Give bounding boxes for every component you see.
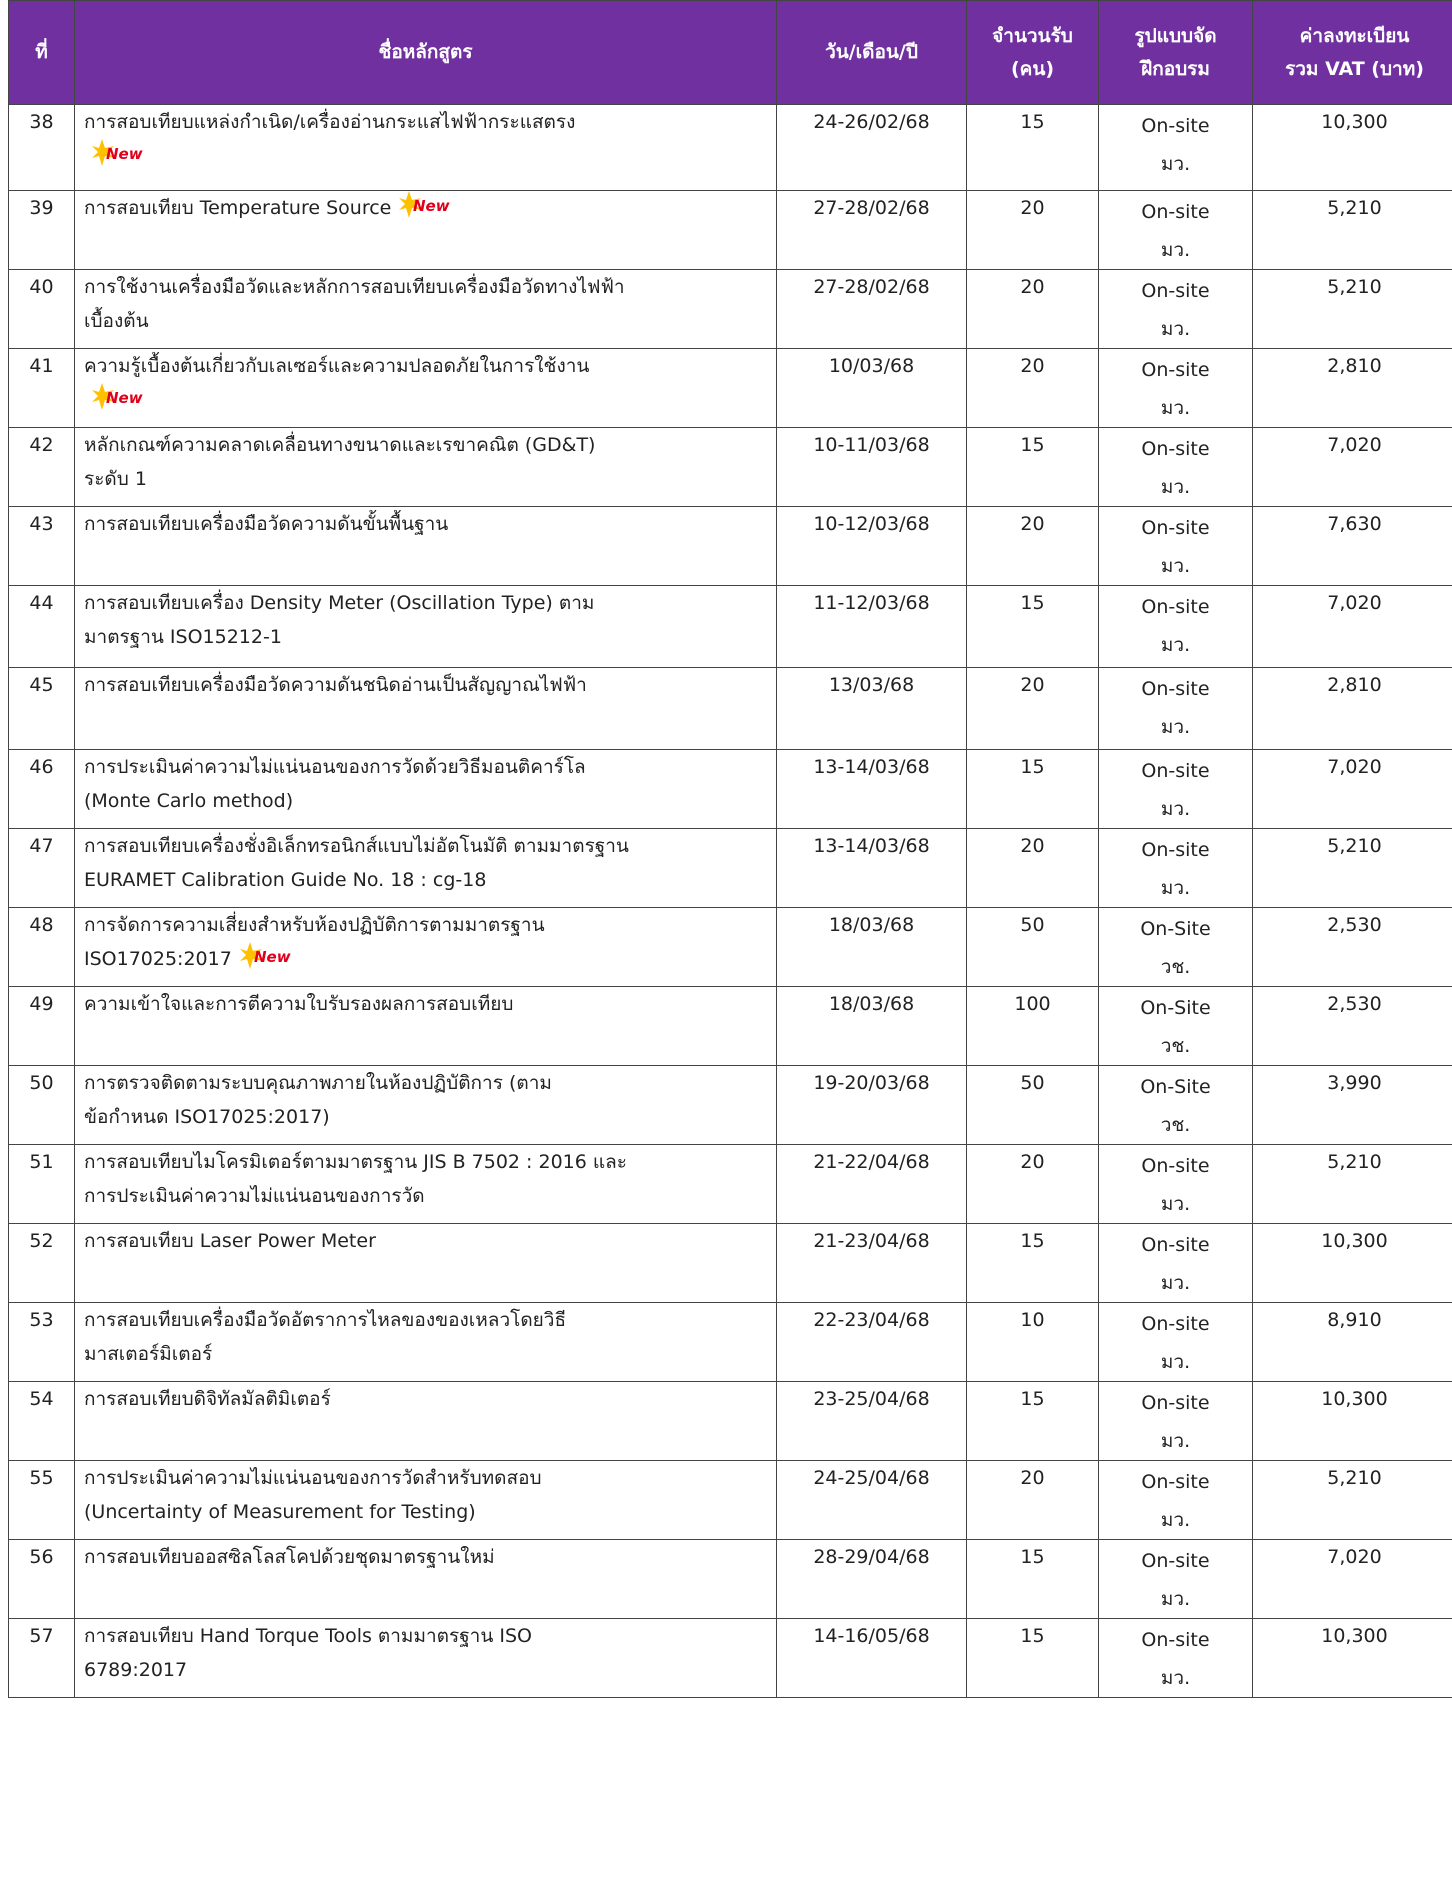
table-row: [9, 987, 1452, 1066]
cell-no: 44: [9, 586, 75, 668]
table-row: [9, 507, 1452, 586]
format-org: มว.: [1160, 1509, 1191, 1531]
cell-date: 18/03/68: [777, 908, 967, 987]
cell-no: 54: [9, 1382, 75, 1461]
cell-capacity: 15: [967, 750, 1099, 829]
cell-course-name: [75, 428, 777, 507]
format-type: On-site: [1141, 1392, 1210, 1414]
format-org: มว.: [1160, 877, 1191, 899]
course-name-line1: การใช้งานเครื่องมือวัดและหลักการสอบเทียบเครื่องมือวัดทางไฟฟ้า: [84, 276, 625, 298]
cell-no: 48: [9, 908, 75, 987]
cell-capacity: 10: [967, 1303, 1099, 1382]
svg-text:New: New: [413, 196, 450, 215]
course-name-line2: 6789:2017: [84, 1659, 188, 1681]
course-name-line1: หลักเกณฑ์ความคลาดเคลื่อนทางขนาดและเรขาคณิต (GD&T): [84, 434, 596, 456]
cell-date: 21-22/04/68: [777, 1145, 967, 1224]
cell-no: 57: [9, 1619, 75, 1698]
format-type: On-site: [1141, 1550, 1210, 1572]
format-type: On-site: [1141, 1234, 1210, 1256]
cell-course-name: [75, 1619, 777, 1698]
cell-capacity: 15: [967, 105, 1099, 191]
cell-fee: 2,810: [1253, 668, 1452, 750]
format-type: On-Site: [1140, 1076, 1211, 1098]
header-fee-line2: รวม VAT (บาท): [1285, 57, 1424, 80]
header-fee: [1253, 1, 1452, 105]
course-name-line2: (Monte Carlo method): [84, 790, 294, 812]
format-type: On-Site: [1140, 997, 1211, 1019]
cell-format: [1099, 987, 1253, 1066]
cell-course-name: [75, 908, 777, 987]
cell-fee: 5,210: [1253, 829, 1452, 908]
table-row: [9, 105, 1452, 191]
cell-date: 10-11/03/68: [777, 428, 967, 507]
cell-course-name: [75, 668, 777, 750]
cell-date: 19-20/03/68: [777, 1066, 967, 1145]
cell-capacity: 20: [967, 507, 1099, 586]
cell-format: [1099, 428, 1253, 507]
cell-no: 39: [9, 191, 75, 270]
header-date: [777, 1, 967, 105]
course-name-line1: การสอบเทียบแหล่งกำเนิด/เครื่องอ่านกระแสไฟฟ้ากระแสตรง: [84, 111, 576, 133]
course-name-line2: การประเมินค่าความไม่แน่นอนของการวัด: [84, 1185, 425, 1207]
course-name-line1: การตรวจติดตามระบบคุณภาพภายในห้องปฏิบัติการ (ตาม: [84, 1072, 552, 1094]
svg-text:New: New: [106, 388, 143, 407]
cell-fee: 10,300: [1253, 1382, 1452, 1461]
cell-date: 13/03/68: [777, 668, 967, 750]
cell-no: 42: [9, 428, 75, 507]
cell-fee: 5,210: [1253, 1145, 1452, 1224]
header-no: [9, 1, 75, 105]
table-row: [9, 1303, 1452, 1382]
cell-fee: 7,020: [1253, 586, 1452, 668]
table-row: [9, 428, 1452, 507]
header-fee-line1: ค่าลงทะเบียน: [1299, 24, 1410, 47]
course-name-line1: ความรู้เบื้องต้นเกี่ยวกับเลเซอร์และความปลอดภัยในการใช้งาน: [84, 355, 590, 377]
cell-capacity: 15: [967, 1619, 1099, 1698]
table-row: [9, 668, 1452, 750]
cell-fee: 10,300: [1253, 1224, 1452, 1303]
format-org: วช.: [1160, 1114, 1191, 1136]
new-badge-icon: [399, 190, 451, 220]
table-row: [9, 586, 1452, 668]
cell-capacity: 100: [967, 987, 1099, 1066]
cell-no: 53: [9, 1303, 75, 1382]
new-badge-icon: [92, 382, 144, 412]
cell-fee: 7,020: [1253, 428, 1452, 507]
cell-format: [1099, 1619, 1253, 1698]
cell-date: 27-28/02/68: [777, 270, 967, 349]
cell-format: [1099, 750, 1253, 829]
course-name-line1: การสอบเทียบ Temperature Source: [84, 197, 392, 219]
cell-format: [1099, 668, 1253, 750]
cell-capacity: 20: [967, 829, 1099, 908]
cell-course-name: [75, 1382, 777, 1461]
cell-course-name: [75, 1303, 777, 1382]
format-type: On-site: [1141, 517, 1210, 539]
header-format: [1099, 1, 1253, 105]
cell-date: 14-16/05/68: [777, 1619, 967, 1698]
course-name-line1: การสอบเทียบเครื่อง Density Meter (Oscillation Type) ตาม: [84, 592, 595, 614]
cell-no: 45: [9, 668, 75, 750]
table-row: [9, 349, 1452, 428]
cell-no: 47: [9, 829, 75, 908]
format-type: On-site: [1141, 596, 1210, 618]
table-row: [9, 191, 1452, 270]
cell-fee: 10,300: [1253, 1619, 1452, 1698]
format-org: มว.: [1160, 798, 1191, 820]
cell-date: 10-12/03/68: [777, 507, 967, 586]
cell-capacity: 20: [967, 1461, 1099, 1540]
header-capacity: [967, 1, 1099, 105]
header-date-label: วัน/เดือน/ปี: [825, 41, 918, 63]
course-name-line1: การสอบเทียบไมโครมิเตอร์ตามมาตรฐาน JIS B 7502 : 2016 และ: [84, 1151, 627, 1173]
course-name-line1: การจัดการความเสี่ยงสำหรับห้องปฏิบัติการตามมาตรฐาน: [84, 914, 545, 936]
table-row: [9, 1619, 1452, 1698]
cell-fee: 2,530: [1253, 987, 1452, 1066]
format-org: มว.: [1160, 239, 1191, 261]
format-type: On-site: [1141, 1155, 1210, 1177]
course-name-line1: การประเมินค่าความไม่แน่นอนของการวัดด้วยวิธีมอนติคาร์โล: [84, 756, 586, 778]
cell-date: 24-26/02/68: [777, 105, 967, 191]
cell-no: 56: [9, 1540, 75, 1619]
course-name-line2: EURAMET Calibration Guide No. 18 : cg-18: [84, 869, 487, 891]
cell-no: 40: [9, 270, 75, 349]
cell-capacity: 50: [967, 1066, 1099, 1145]
format-type: On-site: [1141, 760, 1210, 782]
cell-fee: 3,990: [1253, 1066, 1452, 1145]
format-org: มว.: [1160, 555, 1191, 577]
cell-no: 50: [9, 1066, 75, 1145]
format-org: มว.: [1160, 1193, 1191, 1215]
cell-date: 27-28/02/68: [777, 191, 967, 270]
cell-capacity: 20: [967, 1145, 1099, 1224]
table-row: [9, 1145, 1452, 1224]
cell-no: 41: [9, 349, 75, 428]
cell-fee: 2,810: [1253, 349, 1452, 428]
cell-format: [1099, 270, 1253, 349]
cell-capacity: 15: [967, 1540, 1099, 1619]
cell-course-name: [75, 1224, 777, 1303]
cell-date: 21-23/04/68: [777, 1224, 967, 1303]
format-org: มว.: [1160, 716, 1191, 738]
cell-format: [1099, 586, 1253, 668]
header-course-name: [75, 1, 777, 105]
format-org: มว.: [1160, 1667, 1191, 1689]
cell-course-name: [75, 1145, 777, 1224]
course-name-line1: การสอบเทียบเครื่องมือวัดความดันขั้นพื้นฐาน: [84, 513, 449, 535]
header-capacity-line1: จำนวนรับ: [992, 24, 1073, 47]
cell-course-name: [75, 270, 777, 349]
format-org: มว.: [1160, 1588, 1191, 1610]
cell-capacity: 20: [967, 191, 1099, 270]
course-name-line1: การสอบเทียบ Laser Power Meter: [84, 1230, 376, 1252]
cell-capacity: 20: [967, 349, 1099, 428]
cell-date: 23-25/04/68: [777, 1382, 967, 1461]
cell-course-name: [75, 507, 777, 586]
cell-course-name: [75, 829, 777, 908]
cell-capacity: 15: [967, 428, 1099, 507]
cell-format: [1099, 1540, 1253, 1619]
course-name-line2: มาสเตอร์มิเตอร์: [84, 1343, 213, 1365]
svg-text:New: New: [106, 144, 143, 163]
table-header: [9, 1, 1452, 105]
cell-no: 46: [9, 750, 75, 829]
cell-format: [1099, 1461, 1253, 1540]
table-row: [9, 750, 1452, 829]
cell-fee: 2,530: [1253, 908, 1452, 987]
cell-course-name: [75, 987, 777, 1066]
format-type: On-site: [1141, 1629, 1210, 1651]
cell-fee: 5,210: [1253, 1461, 1452, 1540]
cell-capacity: 15: [967, 1224, 1099, 1303]
format-type: On-site: [1141, 359, 1210, 381]
format-org: มว.: [1160, 634, 1191, 656]
header-no-label: ที่: [35, 41, 48, 63]
cell-format: [1099, 1224, 1253, 1303]
course-name-line2: ระดับ 1: [84, 468, 147, 490]
format-type: On-site: [1141, 1313, 1210, 1335]
cell-format: [1099, 105, 1253, 191]
format-type: On-site: [1141, 280, 1210, 302]
header-name-label: ชื่อหลักสูตร: [378, 41, 473, 63]
course-name-line1: การสอบเทียบเครื่องมือวัดความดันชนิดอ่านเป็นสัญญาณไฟฟ้า: [84, 674, 587, 696]
course-name-line1: ความเข้าใจและการตีความใบรับรองผลการสอบเทียบ: [84, 993, 514, 1015]
cell-capacity: 15: [967, 1382, 1099, 1461]
format-type: On-site: [1141, 115, 1210, 137]
course-name-line2: ข้อกำหนด ISO17025:2017): [84, 1106, 330, 1128]
cell-date: 22-23/04/68: [777, 1303, 967, 1382]
course-name-line1: การสอบเทียบเครื่องชั่งอิเล็กทรอนิกส์แบบไม่อัตโนมัติ ตามมาตรฐาน: [84, 835, 629, 857]
cell-no: 55: [9, 1461, 75, 1540]
format-org: วช.: [1160, 1035, 1191, 1057]
format-org: มว.: [1160, 397, 1191, 419]
cell-course-name: [75, 1066, 777, 1145]
table-row: [9, 1066, 1452, 1145]
cell-capacity: 20: [967, 668, 1099, 750]
cell-format: [1099, 349, 1253, 428]
format-org: มว.: [1160, 1351, 1191, 1373]
header-format-line2: ฝึกอบรม: [1141, 57, 1210, 80]
cell-fee: 7,630: [1253, 507, 1452, 586]
cell-capacity: 50: [967, 908, 1099, 987]
cell-fee: 10,300: [1253, 105, 1452, 191]
format-type: On-site: [1141, 678, 1210, 700]
cell-course-name: [75, 349, 777, 428]
table-row: [9, 829, 1452, 908]
table-row: [9, 1224, 1452, 1303]
table-row: [9, 1461, 1452, 1540]
table-body: [9, 105, 1452, 1698]
cell-date: 11-12/03/68: [777, 586, 967, 668]
cell-format: [1099, 507, 1253, 586]
format-type: On-site: [1141, 201, 1210, 223]
cell-format: [1099, 1382, 1253, 1461]
cell-course-name: [75, 750, 777, 829]
cell-date: 13-14/03/68: [777, 829, 967, 908]
cell-course-name: [75, 105, 777, 191]
cell-course-name: [75, 1461, 777, 1540]
course-name-line2: (Uncertainty of Measurement for Testing): [84, 1501, 476, 1523]
cell-no: 51: [9, 1145, 75, 1224]
new-badge-icon: [92, 138, 144, 168]
cell-no: 38: [9, 105, 75, 191]
format-org: มว.: [1160, 318, 1191, 340]
course-name-line1: การประเมินค่าความไม่แน่นอนของการวัดสำหรับทดสอบ: [84, 1467, 542, 1489]
header-format-line1: รูปแบบจัด: [1134, 24, 1217, 47]
format-org: มว.: [1160, 153, 1191, 175]
cell-no: 49: [9, 987, 75, 1066]
cell-capacity: 20: [967, 270, 1099, 349]
svg-text:New: New: [253, 947, 291, 966]
cell-format: [1099, 1145, 1253, 1224]
format-type: On-site: [1141, 839, 1210, 861]
course-schedule-table: [8, 0, 1452, 1698]
new-badge-icon: [240, 941, 292, 971]
cell-no: 52: [9, 1224, 75, 1303]
course-name-line1: การสอบเทียบออสซิลโลสโคปด้วยชุดมาตรฐานใหม่: [84, 1546, 495, 1568]
cell-fee: 5,210: [1253, 270, 1452, 349]
cell-date: 10/03/68: [777, 349, 967, 428]
table-row: [9, 1540, 1452, 1619]
cell-date: 18/03/68: [777, 987, 967, 1066]
course-name-line2: เบื้องต้น: [84, 310, 149, 332]
course-name-line2: มาตรฐาน ISO15212-1: [84, 626, 282, 648]
cell-fee: 7,020: [1253, 1540, 1452, 1619]
cell-format: [1099, 908, 1253, 987]
table-row: [9, 270, 1452, 349]
cell-capacity: 15: [967, 586, 1099, 668]
format-org: มว.: [1160, 1430, 1191, 1452]
cell-fee: 8,910: [1253, 1303, 1452, 1382]
cell-date: 24-25/04/68: [777, 1461, 967, 1540]
format-type: On-Site: [1140, 918, 1211, 940]
format-type: On-site: [1141, 1471, 1210, 1493]
format-org: มว.: [1160, 476, 1191, 498]
cell-course-name: [75, 586, 777, 668]
cell-date: 13-14/03/68: [777, 750, 967, 829]
header-capacity-line2: (คน): [1010, 57, 1055, 80]
cell-course-name: [75, 1540, 777, 1619]
format-type: On-site: [1141, 438, 1210, 460]
table-row: [9, 908, 1452, 987]
cell-format: [1099, 829, 1253, 908]
format-org: มว.: [1160, 1272, 1191, 1294]
cell-no: 43: [9, 507, 75, 586]
cell-format: [1099, 1066, 1253, 1145]
cell-date: 28-29/04/68: [777, 1540, 967, 1619]
course-name-line1: การสอบเทียบ Hand Torque Tools ตามมาตรฐาน ISO: [84, 1625, 532, 1647]
cell-course-name: [75, 191, 777, 270]
course-name-line1: การสอบเทียบเครื่องมือวัดอัตราการไหลของของเหลวโดยวิธี: [84, 1309, 567, 1331]
cell-format: [1099, 1303, 1253, 1382]
cell-fee: 7,020: [1253, 750, 1452, 829]
table-row: [9, 1382, 1452, 1461]
course-name-line1: การสอบเทียบดิจิทัลมัลติมิเตอร์: [84, 1388, 331, 1410]
format-org: วช.: [1160, 956, 1191, 978]
cell-fee: 5,210: [1253, 191, 1452, 270]
course-name-line2: ISO17025:2017: [84, 948, 232, 970]
cell-format: [1099, 191, 1253, 270]
